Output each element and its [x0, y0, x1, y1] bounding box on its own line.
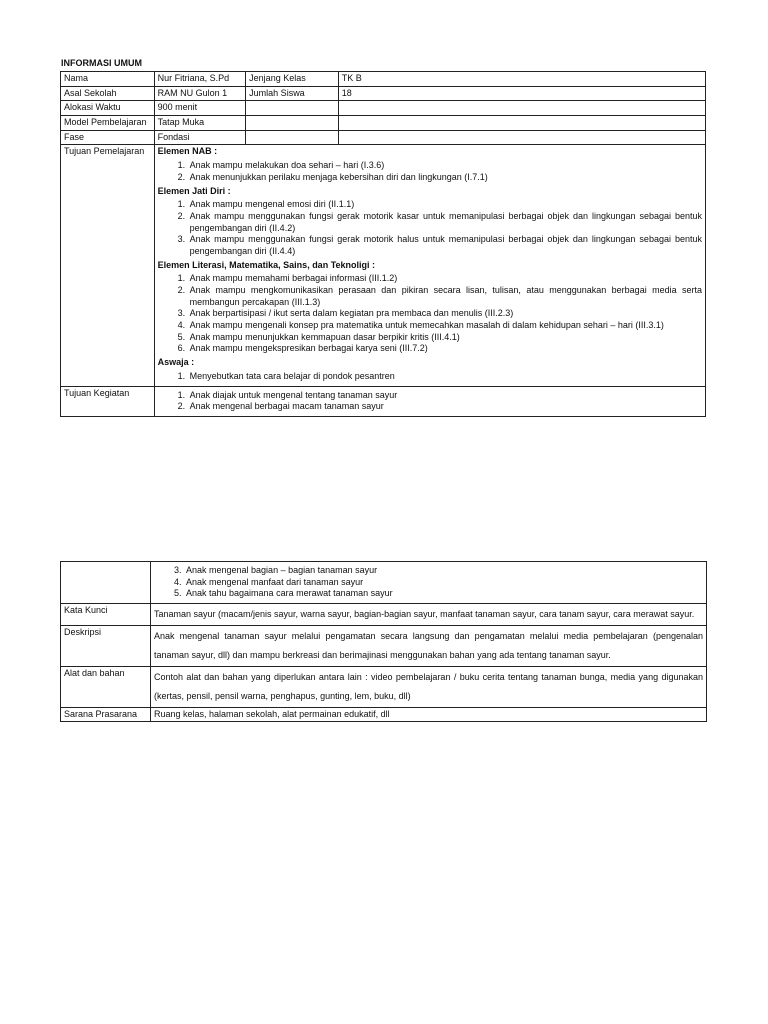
- label-cell: Asal Sekolah: [61, 86, 155, 101]
- list-item: 1. Anak diajak untuk mengenal tentang tanaman sayur: [188, 390, 702, 402]
- value-cell: Fondasi: [154, 130, 246, 145]
- table-row: [61, 386, 706, 416]
- list-item: 1. Anak mampu mengenal emosi diri (II.1.1): [188, 199, 702, 211]
- label-cell: Fase: [61, 130, 155, 145]
- group-heading: Elemen NAB :: [157, 146, 218, 157]
- materials-cell: Contoh alat dan bahan yang diperlukan antara lain : video pembelajaran / buku cerita tentang tanaman bunga, media yang digunakan (kertas, pensil, pensil warna, penghapus, gunting, lem, buku, dll): [151, 666, 707, 707]
- table-row: [61, 145, 706, 386]
- list-item: 5. Anak tahu bagaimana cara merawat tanaman sayur: [184, 588, 703, 600]
- table-row: [61, 86, 706, 101]
- label-cell: Sarana Prasarana: [61, 707, 151, 722]
- list-item: 1. Anak mampu memahami berbagai informasi (III.1.2): [188, 273, 702, 285]
- value-cell: RAM NU Gulon 1: [154, 86, 246, 101]
- objective-list: [158, 371, 702, 383]
- keywords-cell: Tanaman sayur (macam/jenis sayur, warna sayur, bagian-bagian sayur, manfaat tanaman sayur, cara tanam sayur, cara merawat sayur.: [151, 604, 707, 626]
- list-item: 1. Menyebutkan tata cara belajar di pondok pesantren: [188, 371, 702, 383]
- group-heading: Elemen Jati Diri :: [157, 185, 231, 196]
- label-cell: Deskripsi: [61, 625, 151, 666]
- info-table: [60, 71, 706, 417]
- label-cell: Jumlah Siswa: [246, 86, 339, 101]
- list-item: 4. Anak mampu mengenali konsep pra matematika untuk memecahkan masalah di dalam kehidupan sehari – hari (III.3.1): [188, 320, 702, 332]
- list-item: 2. Anak menunjukkan perilaku menjaga kebersihan diri dan lingkungan (I.7.1): [188, 172, 702, 184]
- table-row: [61, 666, 707, 707]
- group-heading: Elemen Literasi, Matematika, Sains, dan Teknoligi :: [157, 259, 376, 270]
- value-cell: Nur Fitriana, S.Pd: [154, 72, 246, 87]
- list-item: 2. Anak mampu menggunakan fungsi gerak motorik kasar untuk memanipulasi berbagai objek dan lingkungan sebagai bentuk pengembangan diri (II.4.2): [188, 211, 702, 234]
- objective-list: [158, 160, 702, 183]
- objective-list: [158, 273, 702, 355]
- table-row: [61, 625, 707, 666]
- table-row: [61, 72, 706, 87]
- label-cell: Nama: [61, 72, 155, 87]
- activity-goals-cell: [151, 562, 707, 604]
- list-item: 6. Anak mampu mengekspresikan berbagai karya seni (III.7.2): [188, 343, 702, 355]
- label-cell: [246, 130, 339, 145]
- label-cell: [246, 101, 339, 116]
- facilities-cell: Ruang kelas, halaman sekolah, alat permainan edukatif, dll: [151, 707, 707, 722]
- label-cell: Model Pembelajaran: [61, 116, 155, 131]
- label-cell: Tujuan Pemelajaran: [61, 145, 155, 386]
- list-item: 2. Anak mengenal berbagai macam tanaman sayur: [188, 401, 702, 413]
- label-cell: Tujuan Kegiatan: [61, 386, 155, 416]
- table-row: [61, 604, 707, 626]
- table-row: [61, 562, 707, 604]
- label-cell: Kata Kunci: [61, 604, 151, 626]
- list-item: 1. Anak mampu melakukan doa sehari – hari (I.3.6): [188, 160, 702, 172]
- objective-list: [158, 199, 702, 257]
- value-cell: 900 menit: [154, 101, 246, 116]
- activity-goals-cell: [154, 386, 705, 416]
- table-row: [61, 707, 707, 722]
- section-title: INFORMASI UMUM: [61, 58, 142, 68]
- objectives-cell: [154, 145, 705, 386]
- activity-list: [158, 390, 702, 413]
- value-cell: [338, 101, 705, 116]
- label-cell: Jenjang Kelas: [246, 72, 339, 87]
- list-item: 4. Anak mengenal manfaat dari tanaman sayur: [184, 577, 703, 589]
- description-cell: Anak mengenal tanaman sayur melalui pengamatan secara langsung dan pengamatan melalui media pembelajaran (pengenalan tanaman sayur, dll) dan mampu berkreasi dan berimajinasi menggunakan bahan yang ada tentang tanaman sayur.: [151, 625, 707, 666]
- group-heading: Aswaja :: [157, 357, 195, 368]
- label-cell: Alokasi Waktu: [61, 101, 155, 116]
- activity-list: [154, 565, 703, 600]
- label-cell: [246, 116, 339, 131]
- value-cell: [338, 116, 705, 131]
- table-row: [61, 130, 706, 145]
- value-cell: Tatap Muka: [154, 116, 246, 131]
- value-cell: [338, 130, 705, 145]
- table-row: [61, 116, 706, 131]
- list-item: 3. Anak mengenal bagian – bagian tanaman sayur: [184, 565, 703, 577]
- value-cell: TK B: [338, 72, 705, 87]
- list-item: 3. Anak berpartisipasi / ikut serta dalam kegiatan pra membaca dan menulis (III.2.3): [188, 308, 702, 320]
- table-row: [61, 101, 706, 116]
- label-cell: Alat dan bahan: [61, 666, 151, 707]
- label-cell: [61, 562, 151, 604]
- list-item: 3. Anak mampu menggunakan fungsi gerak motorik halus untuk memanipulasi berbagai objek dan lingkungan sebagai bentuk pengembangan diri (II.4.4): [188, 234, 702, 257]
- value-cell: 18: [338, 86, 705, 101]
- details-table: [60, 561, 707, 722]
- list-item: 2. Anak mampu mengkomunikasikan perasaan dan pikiran secara lisan, tulisan, atau menggunakan berbagai media serta membangun percakapan (III.1.3): [188, 285, 702, 308]
- list-item: 5. Anak mampu menunjukkan kemmapuan dasar berpikir kritis (III.4.1): [188, 332, 702, 344]
